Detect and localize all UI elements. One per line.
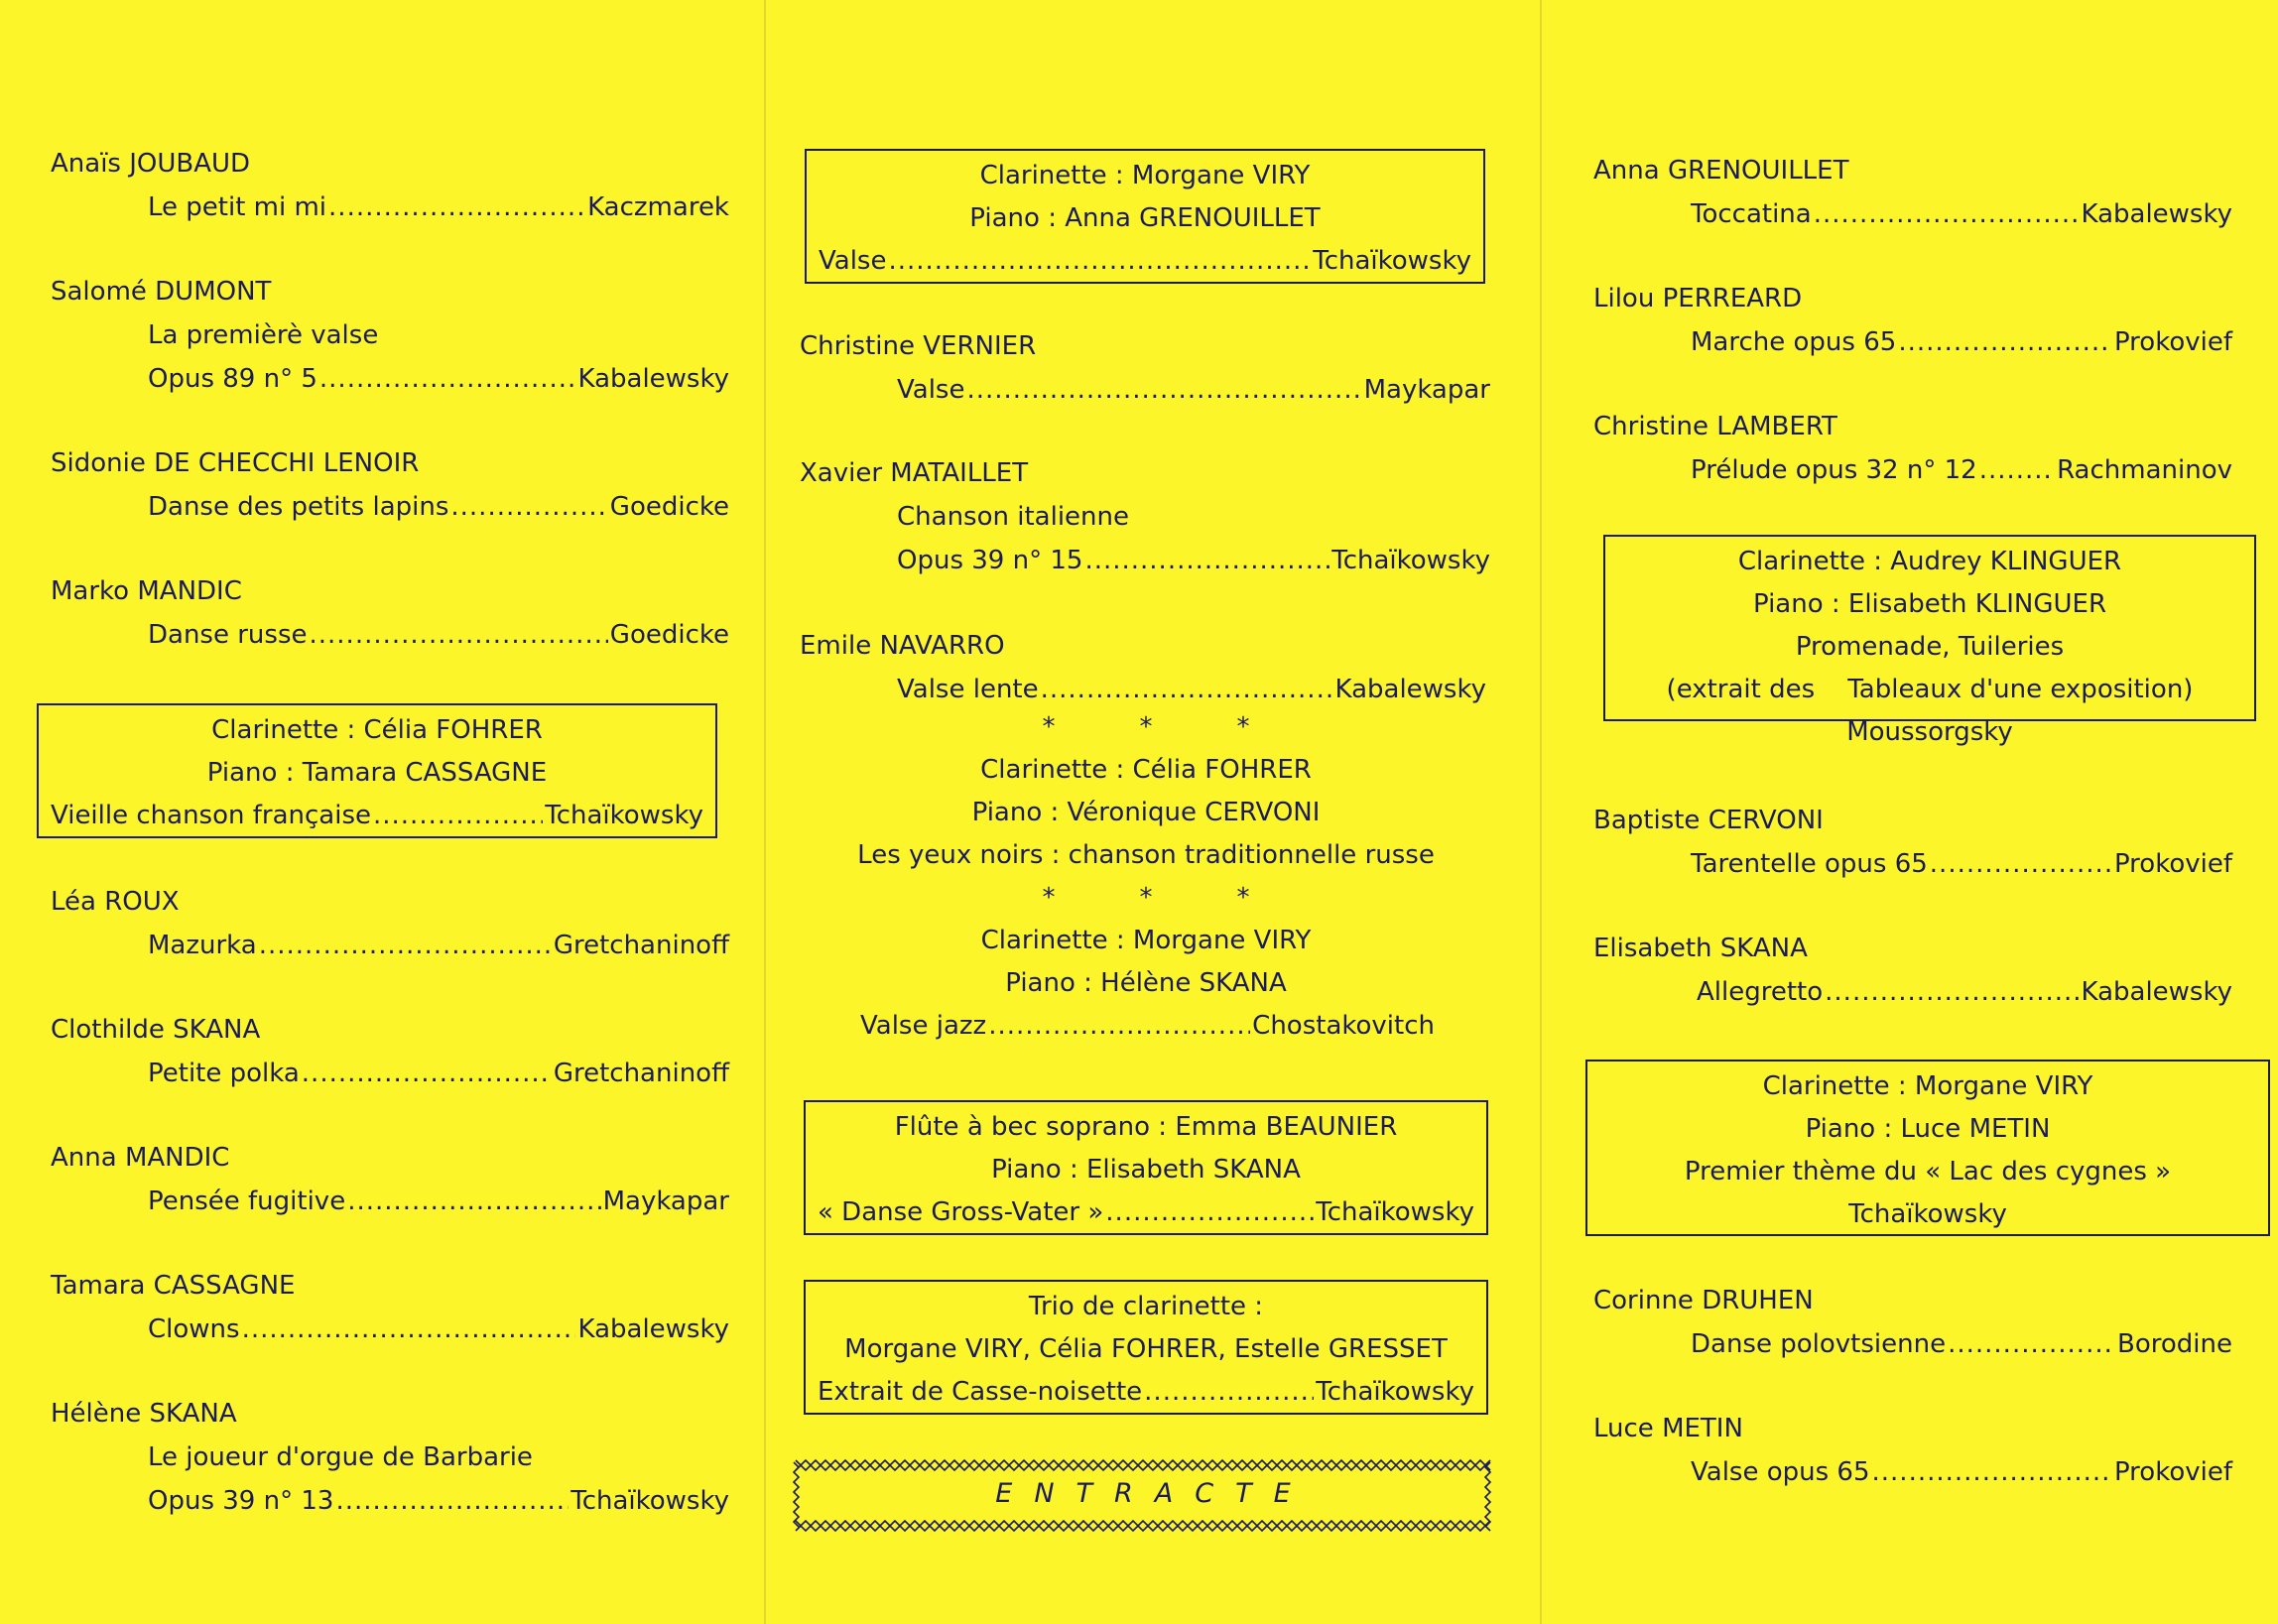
box-line: Flûte à bec soprano : Emma BEAUNIER xyxy=(894,1112,1398,1142)
program-entry xyxy=(1593,277,2232,364)
composer-name: Maykapar xyxy=(602,1187,729,1216)
dot-leader xyxy=(1948,1322,2115,1366)
piece-title: Pensée fugitive xyxy=(148,1187,346,1216)
duet-line xyxy=(784,1005,1508,1048)
piece-title: Opus 89 n° 5 xyxy=(148,364,317,394)
duet-box xyxy=(1603,535,2256,747)
composer-name: Prokovief xyxy=(2113,849,2232,879)
piece-title: Extrait de Casse-noisette xyxy=(818,1377,1143,1407)
program-entry xyxy=(51,1392,729,1523)
piece-line xyxy=(1593,970,2232,1014)
composer-name: Borodine xyxy=(2117,1329,2232,1359)
box-line: Premier thème du « Lac des cygnes » xyxy=(1684,1157,2172,1187)
performer-name: Tamara CASSAGNE xyxy=(51,1271,296,1301)
piece-title: La premièrè valse xyxy=(148,320,379,350)
box-line: Piano : Anna GRENOUILLET xyxy=(969,203,1321,233)
performer-name: Christine LAMBERT xyxy=(1593,412,1837,441)
dot-leader xyxy=(1084,539,1329,582)
piece-line xyxy=(51,1180,729,1223)
composer-name: Tchaïkowsky xyxy=(545,801,703,830)
piece-line xyxy=(1593,320,2232,364)
dot-leader xyxy=(373,795,543,837)
duet-box xyxy=(805,149,1485,284)
composer-name: Tchaïkowsky xyxy=(1316,1377,1474,1407)
piece-title: Prélude opus 32 n° 12 xyxy=(1691,455,1977,485)
program-entry xyxy=(1593,405,2232,492)
piece-title: Opus 39 n° 15 xyxy=(897,546,1083,575)
program-entry xyxy=(1593,927,2232,1014)
performer-name: Emile NAVARRO xyxy=(800,631,1005,661)
program-entry xyxy=(800,324,1490,412)
piece-title: Allegretto xyxy=(1697,977,1824,1007)
dot-leader xyxy=(966,368,1361,412)
box-line: Clarinette : Célia FOHRER xyxy=(211,715,543,745)
piece-title: Tarentelle opus 65 xyxy=(1691,849,1928,879)
dot-leader xyxy=(1041,668,1333,711)
performer-name: Anaïs JOUBAUD xyxy=(51,149,251,179)
piece-title: « Danse Gross-Vater » xyxy=(818,1197,1104,1227)
entracte-banner xyxy=(792,1458,1494,1534)
duet-box xyxy=(1585,1060,2270,1236)
performer-name: Baptiste CERVONI xyxy=(1593,806,1824,835)
dot-leader xyxy=(328,186,585,229)
box-line: Tchaïkowsky xyxy=(1848,1199,2007,1229)
program-entry xyxy=(51,880,729,967)
composer-name: Kaczmarek xyxy=(587,192,729,222)
composer-name: Prokovief xyxy=(2113,1457,2232,1487)
dot-leader xyxy=(347,1180,600,1223)
piece-line xyxy=(1593,1322,2232,1366)
performer-name: Corinne DRUHEN xyxy=(1593,1286,1814,1315)
box-line: Clarinette : Audrey KLINGUER xyxy=(1737,547,2122,576)
dot-leader xyxy=(888,240,1311,283)
piece-line xyxy=(51,1479,729,1523)
performer-name: Hélène SKANA xyxy=(51,1399,237,1429)
duet-block-1 xyxy=(784,706,1508,1048)
fold-line-1 xyxy=(764,0,766,1624)
dot-leader xyxy=(242,1308,576,1351)
box-line: (extrait des Tableaux d'une exposition) xyxy=(1666,675,2194,704)
performer-name: Elisabeth SKANA xyxy=(1593,934,1808,963)
dot-leader xyxy=(988,1005,1250,1048)
performer-name: Sidonie DE CHECCHI LENOIR xyxy=(51,448,420,478)
performer-name: Léa ROUX xyxy=(51,887,180,917)
composer-name: Tchaïkowsky xyxy=(1331,546,1490,575)
performer-name: Salomé DUMONT xyxy=(51,277,272,307)
piece-title: Le joueur d'orgue de Barbarie xyxy=(148,1442,533,1472)
composer-name: Gretchaninoff xyxy=(553,931,729,960)
dot-leader xyxy=(1814,192,2080,236)
program-entry xyxy=(51,1264,729,1351)
dot-leader xyxy=(1930,842,2112,886)
piece-line xyxy=(51,924,729,967)
box-line: Promenade, Tuileries xyxy=(1795,632,2065,662)
piece-title: Marche opus 65 xyxy=(1691,327,1897,357)
program-entry xyxy=(51,142,729,229)
program-entry xyxy=(1593,149,2232,236)
program-entry xyxy=(1593,1279,2232,1366)
composer-name: Tchaïkowsky xyxy=(570,1486,729,1516)
piece-title: Danse polovtsienne xyxy=(1691,1329,1947,1359)
composer-name: Goedicke xyxy=(609,620,729,650)
program-column-2 xyxy=(784,0,1508,1624)
box-line xyxy=(818,1191,1474,1234)
piece-title: Opus 39 n° 13 xyxy=(148,1486,334,1516)
piece-line xyxy=(51,357,729,401)
box-line: Moussorgsky xyxy=(1846,717,2013,747)
performer-name: Xavier MATAILLET xyxy=(800,458,1029,488)
duet-box xyxy=(37,703,717,838)
program-entry xyxy=(51,569,729,657)
program-entry xyxy=(51,441,729,529)
performer-name: Anna MANDIC xyxy=(51,1143,230,1173)
piece-line xyxy=(1593,1450,2232,1494)
composer-name: Kabalewsky xyxy=(577,1314,729,1344)
dot-leader xyxy=(1825,970,2079,1014)
box-line xyxy=(819,240,1471,283)
composer-name: Gretchaninoff xyxy=(553,1059,729,1088)
performer-name: Clothilde SKANA xyxy=(51,1015,261,1045)
piece-title: Valse jazz xyxy=(860,1011,987,1041)
composer-name: Kabalewsky xyxy=(1334,675,1486,704)
separator-stars: * * * xyxy=(1042,883,1250,913)
program-entry xyxy=(51,1008,729,1095)
piece-line xyxy=(800,495,1490,539)
box-line: Piano : Tamara CASSAGNE xyxy=(206,758,548,788)
dot-leader xyxy=(1872,1450,2112,1494)
piece-line xyxy=(51,485,729,529)
performer-name: Christine VERNIER xyxy=(800,331,1037,361)
dot-leader xyxy=(1144,1371,1314,1414)
dot-leader xyxy=(1105,1191,1314,1234)
piece-title: Valse opus 65 xyxy=(1691,1457,1870,1487)
box-line xyxy=(51,795,703,837)
box-line: Trio de clarinette : xyxy=(1028,1292,1264,1321)
program-entry xyxy=(1593,1407,2232,1494)
piece-title: Danse russe xyxy=(148,620,308,650)
composer-name: Chostakovitch xyxy=(1252,1011,1435,1041)
box-line: Clarinette : Morgane VIRY xyxy=(1762,1071,2093,1101)
composer-name: Kabalewsky xyxy=(577,364,729,394)
composer-name: Tchaïkowsky xyxy=(1313,246,1471,276)
piece-title: Le petit mi mi xyxy=(148,192,327,222)
composer-name: Kabalewsky xyxy=(2081,199,2232,229)
dot-leader xyxy=(1979,448,2055,492)
piece-title: Chanson italienne xyxy=(897,502,1129,532)
piece-title: Clowns xyxy=(148,1314,240,1344)
dot-leader xyxy=(450,485,607,529)
program-entry xyxy=(800,624,1486,711)
composer-name: Goedicke xyxy=(609,492,729,522)
performer-name: Luce METIN xyxy=(1593,1414,1743,1443)
piece-line xyxy=(51,1308,729,1351)
program-column-1 xyxy=(35,0,729,1624)
piece-title: Valse xyxy=(819,246,887,276)
duet-line: Clarinette : Célia FOHRER xyxy=(980,755,1312,785)
composer-name: Maykapar xyxy=(1363,375,1490,405)
piece-title: Valse lente xyxy=(897,675,1039,704)
composer-name: Prokovief xyxy=(2113,327,2232,357)
dot-leader xyxy=(310,613,608,657)
duet-line: Piano : Hélène SKANA xyxy=(1005,968,1287,998)
piece-line xyxy=(1593,448,2232,492)
piece-line xyxy=(51,313,729,357)
piece-line xyxy=(800,368,1490,412)
dot-leader xyxy=(319,357,576,401)
dot-leader xyxy=(259,924,552,967)
composer-name: Tchaïkowsky xyxy=(1316,1197,1474,1227)
program-entry xyxy=(51,1136,729,1223)
entracte-label: ENTRACTE xyxy=(995,1478,1313,1509)
dot-leader xyxy=(335,1479,569,1523)
program-entry xyxy=(51,270,729,401)
box-line: Piano : Elisabeth KLINGUER xyxy=(1752,589,2107,619)
performer-name: Marko MANDIC xyxy=(51,576,242,606)
piece-title: Valse xyxy=(897,375,965,405)
piece-line xyxy=(51,1052,729,1095)
composer-name: Rachmaninov xyxy=(2057,455,2232,485)
box-line: Piano : Luce METIN xyxy=(1805,1114,2051,1144)
program-entry xyxy=(1593,799,2232,886)
composer-name: Kabalewsky xyxy=(2081,977,2232,1007)
box-line xyxy=(818,1371,1474,1414)
piece-line xyxy=(800,539,1490,582)
piece-title: Danse des petits lapins xyxy=(148,492,449,522)
piece-line xyxy=(51,613,729,657)
dot-leader xyxy=(302,1052,552,1095)
fold-line-2 xyxy=(1540,0,1542,1624)
program-entry xyxy=(800,451,1490,582)
separator-stars: * * * xyxy=(1042,712,1250,742)
piece-title: Mazurka xyxy=(148,931,257,960)
piece-title: Petite polka xyxy=(148,1059,300,1088)
duet-box xyxy=(804,1100,1488,1235)
performer-name: Lilou PERREARD xyxy=(1593,284,1803,313)
duet-line: Clarinette : Morgane VIRY xyxy=(980,926,1312,955)
box-line: Morgane VIRY, Célia FOHRER, Estelle GRESSET xyxy=(844,1334,1448,1364)
box-line: Piano : Elisabeth SKANA xyxy=(991,1155,1301,1185)
duet-line: Les yeux noirs : chanson traditionnelle russe xyxy=(857,840,1435,870)
trio-box xyxy=(804,1280,1488,1415)
piece-title: Vieille chanson française xyxy=(51,801,371,830)
duet-line: Piano : Véronique CERVONI xyxy=(971,798,1321,827)
program-column-3 xyxy=(1578,0,2262,1624)
piece-line xyxy=(1593,842,2232,886)
piece-line xyxy=(1593,192,2232,236)
box-line: Clarinette : Morgane VIRY xyxy=(979,161,1311,190)
piece-line xyxy=(51,186,729,229)
dot-leader xyxy=(1898,320,2112,364)
performer-name: Anna GRENOUILLET xyxy=(1593,156,1849,186)
piece-title: Toccatina xyxy=(1691,199,1812,229)
piece-line xyxy=(51,1436,729,1479)
piece-line xyxy=(800,668,1486,711)
